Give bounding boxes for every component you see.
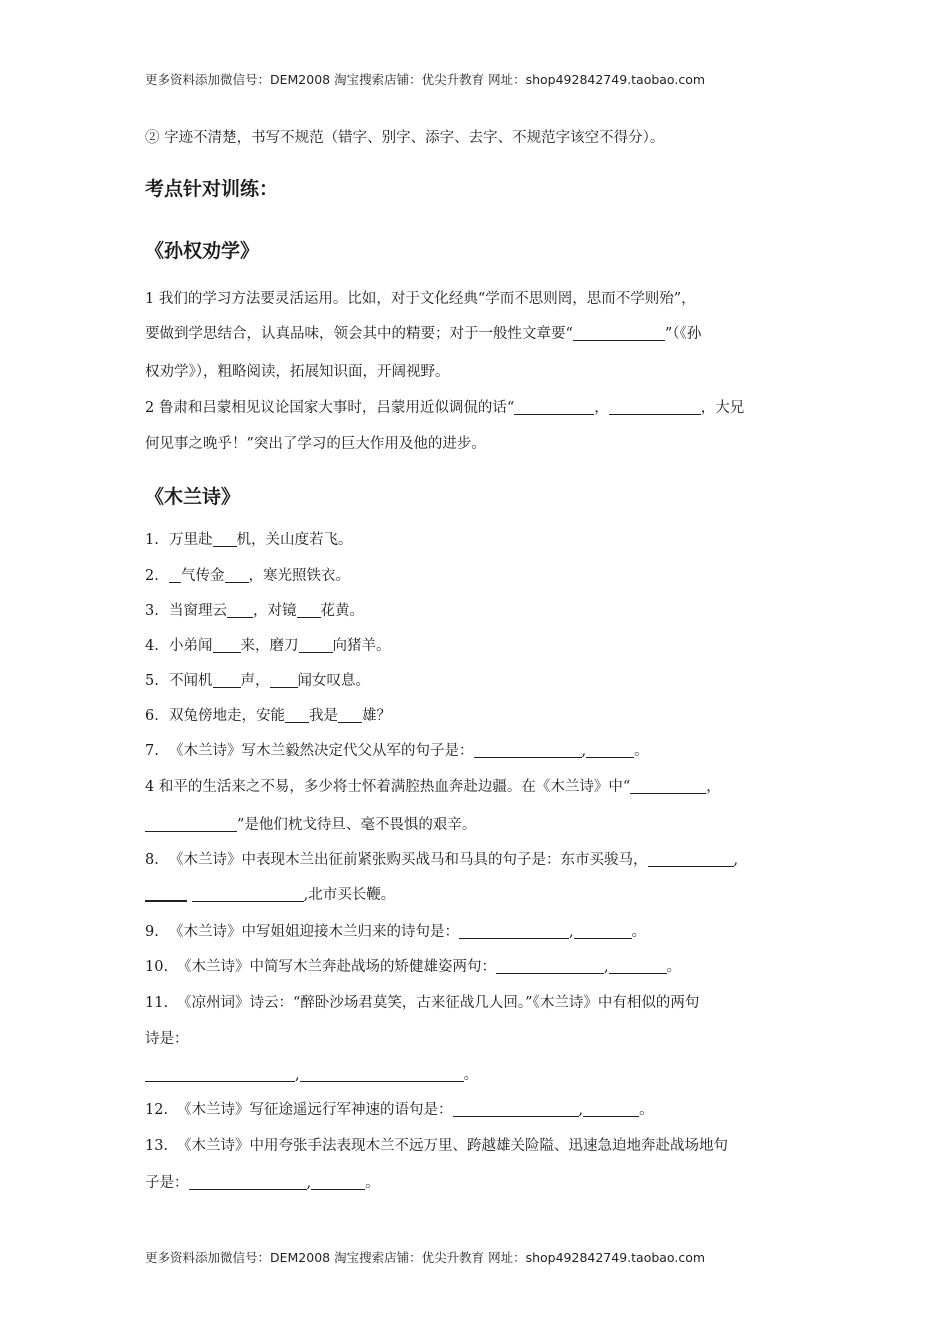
blank[interactable] (270, 672, 298, 688)
sunquan-q1-line1: 1 我们的学习方法要灵活运用。比如，对于文化经典“学而不思则罔，思而不学则殆”， (145, 291, 696, 307)
blank[interactable] (311, 1174, 365, 1190)
sunquan-q1-line2: 要做到学思结合，认真品味，领会其中的精要；对于一般性文章要“ ”（《孙 (145, 326, 702, 342)
mulan-title: 《木兰诗》 (145, 486, 241, 508)
blank[interactable] (496, 958, 604, 974)
blank[interactable] (145, 1066, 295, 1082)
mulan-item-1: 1. 万里赴 机，关山度若飞。 (145, 532, 353, 548)
blank[interactable] (514, 399, 594, 415)
mulan-item-11-line2: 诗是： (145, 1031, 189, 1047)
mulan-q4-line2: ”是他们枕戈待旦、毫不畏惧的艰辛。 (145, 815, 476, 835)
blank[interactable] (227, 602, 253, 618)
blank[interactable] (145, 885, 187, 902)
blank[interactable] (225, 567, 249, 583)
blank[interactable] (583, 1101, 639, 1117)
sunquan-q1-line3: 权劝学》），粗略阅读，拓展知识面，开阔视野。 (145, 364, 450, 380)
mulan-item-9: 9. 《木兰诗》中写姐姐迎接木兰归来的诗句是： , 。 (145, 924, 647, 940)
rule-note: ② 字迹不清楚，书写不规范（错字、别字、添字、去字、不规范字该空不得分）。 (145, 130, 665, 146)
mulan-item-13-line2: 子是： , 。 (145, 1175, 380, 1191)
blank[interactable] (586, 742, 634, 758)
mulan-item-12: 12. 《木兰诗》写征途遥远行军神速的语句是： , 。 (145, 1102, 654, 1118)
section-title: 考点针对训练： (145, 178, 279, 200)
blank[interactable] (609, 399, 701, 415)
blank[interactable] (574, 923, 632, 939)
blank[interactable] (213, 637, 241, 653)
mulan-item-2: 2. 气传金 ，寒光照铁衣。 (145, 568, 350, 584)
blank[interactable] (459, 923, 569, 939)
blank[interactable] (299, 637, 333, 653)
blank[interactable] (609, 958, 667, 974)
blank[interactable] (285, 707, 309, 723)
blank[interactable] (192, 886, 304, 902)
mulan-item-7: 7. 《木兰诗》写木兰毅然决定代父从军的句子是： , 。 (145, 743, 649, 759)
blank[interactable] (213, 672, 241, 688)
blank[interactable] (338, 707, 362, 723)
blank[interactable] (297, 602, 321, 618)
mulan-item-6: 6. 双兔傍地走，安能 我是 雄？ (145, 708, 391, 724)
blank[interactable] (189, 1174, 307, 1190)
page-footer: 更多资料添加微信号：DEM2008 淘宝搜索店铺：优尖升教育 网址：shop492842749.taobao.com (145, 1250, 706, 1265)
sunquan-q2-line1: 2 鲁肃和吕蒙相见议论国家大事时，吕蒙用近似调侃的话“ ， ，大兄 (145, 400, 745, 416)
sunquan-q2-line2: 何见事之晚乎！”突出了学习的巨大作用及他的进步。 (145, 436, 486, 452)
blank[interactable] (648, 851, 734, 867)
mulan-item-8-line1: 8. 《木兰诗》中表现木兰出征前紧张购买战马和马具的句子是：东市买骏马， , (145, 852, 739, 868)
blank[interactable] (300, 1066, 464, 1082)
mulan-item-13-line1: 13. 《木兰诗》中用夸张手法表现木兰不远万里、跨越雄关险隘、迅速急迫地奔赴战场地句 (145, 1138, 728, 1154)
mulan-item-10: 10. 《木兰诗》中简写木兰奔赴战场的矫健雄姿两句： , 。 (145, 959, 682, 975)
blank[interactable] (213, 531, 237, 547)
blank[interactable] (169, 567, 181, 583)
mulan-item-5: 5. 不闻机 声， 闻女叹息。 (145, 673, 370, 689)
blank[interactable] (474, 742, 582, 758)
blank[interactable] (453, 1101, 579, 1117)
mulan-item-11-line3: , 。 (145, 1065, 478, 1085)
mulan-item-4: 4. 小弟闻 来，磨刀 向猪羊。 (145, 638, 391, 654)
mulan-item-8-line2: ,北市买长鞭。 (145, 885, 395, 905)
blank[interactable] (145, 816, 237, 832)
mulan-item-11-line1: 11. 《凉州词》诗云：“醉卧沙场君莫笑，古来征战几人回。”《木兰诗》中有相似的两句 (145, 995, 700, 1011)
mulan-q4-line1: 4 和平的生活来之不易，多少将士怀着满腔热血奔赴边疆。在《木兰诗》中“ ， (145, 779, 721, 795)
page-header: 更多资料添加微信号：DEM2008 淘宝搜索店铺：优尖升教育 网址：shop492842749.taobao.com (145, 72, 706, 87)
blank[interactable] (630, 778, 706, 794)
sunquan-title: 《孙权劝学》 (145, 240, 260, 262)
blank[interactable] (573, 325, 665, 341)
mulan-item-3: 3. 当窗理云 ，对镜 花黄。 (145, 603, 364, 619)
